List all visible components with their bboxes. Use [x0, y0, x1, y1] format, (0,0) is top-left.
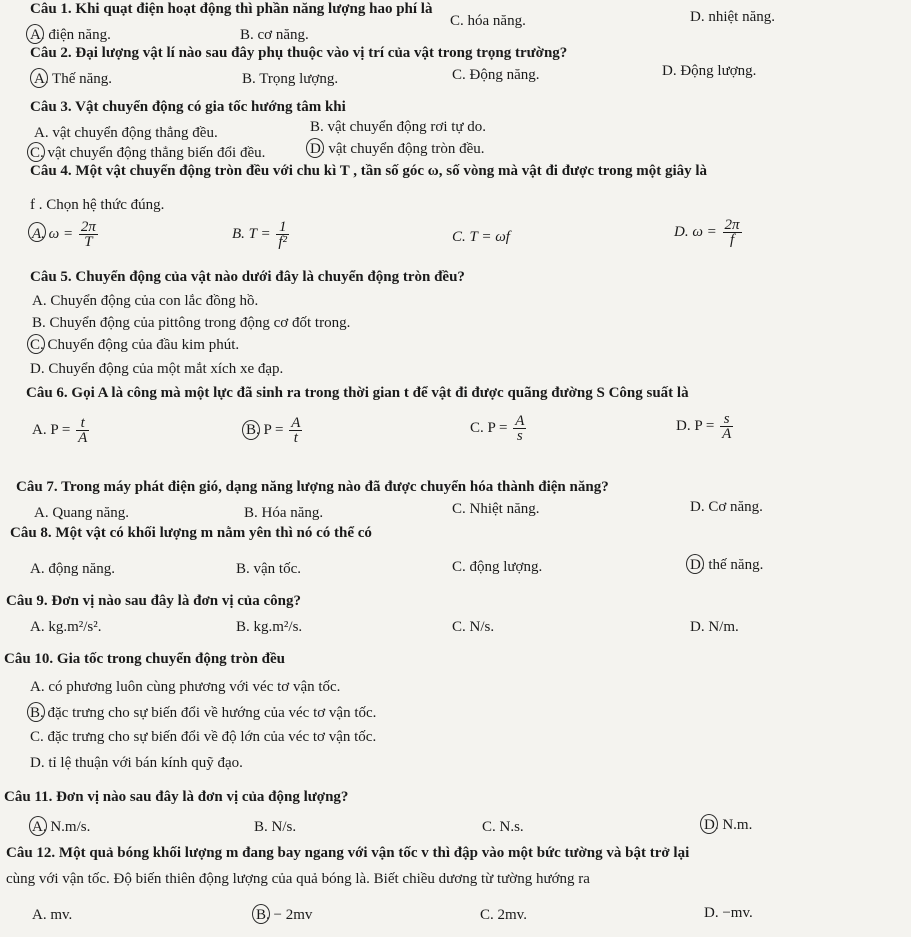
q4-b-fraction: $\frac{1}{\text{f²}}$	[278, 219, 288, 250]
q7-option-b[interactable]: B. Hóa năng.	[244, 505, 324, 521]
question-9: Câu 9. Đơn vị nào sau đây là đơn vị của công?	[6, 593, 302, 609]
q2-option-a[interactable]: A. Thế năng.	[34, 71, 113, 87]
q5-option-c[interactable]: C. Chuyển động của đầu kim phút.	[30, 337, 240, 353]
q11-option-a[interactable]: A. N.m/s.	[32, 819, 91, 835]
q6-b-prefix: B. P =	[246, 421, 284, 438]
q4-option-a[interactable]	[32, 220, 100, 249]
q6-a-fraction: $\frac{t}{A}$	[78, 415, 88, 446]
q5-option-b[interactable]: B. Chuyển động của pittông trong động cơ đốt trong.	[32, 315, 351, 331]
question-4-line-2: f . Chọn hệ thức đúng.	[30, 197, 165, 213]
q4-option-c[interactable]: C. T = ωf	[452, 229, 510, 245]
q4-a-prefix: A. ω =	[32, 225, 74, 242]
q3-option-a[interactable]: A. vật chuyển động thẳng đều.	[34, 125, 218, 141]
q12-option-d[interactable]: D. −mv.	[704, 905, 753, 921]
question-3: Câu 3. Vật chuyển động có gia tốc hướng tâm khi	[30, 99, 346, 115]
q11-option-c[interactable]: C. N.s.	[482, 819, 524, 835]
q8-option-d[interactable]: D. thế năng.	[690, 557, 764, 573]
question-8: Câu 8. Một vật có khối lượng m nằm yên thì nó có thể có	[10, 525, 372, 541]
q10-option-b[interactable]: B. đặc trưng cho sự biến đổi về hướng của véc tơ vận tốc.	[30, 705, 377, 721]
q5-option-a[interactable]: A. Chuyển động của con lắc đồng hồ.	[32, 293, 259, 309]
q1-option-b[interactable]: B. cơ năng.	[240, 27, 309, 43]
question-2: Câu 2. Đại lượng vật lí nào sau đây phụ thuộc vào vị trí của vật trong trọng trường?	[30, 45, 568, 61]
q3-option-c[interactable]: C. vật chuyển động thẳng biến đổi đều.	[30, 145, 266, 161]
q11-option-d[interactable]: D. N.m.	[704, 817, 753, 833]
q6-option-a[interactable]	[32, 416, 91, 445]
q6-c-fraction: $\frac{A}{s}$	[515, 413, 525, 444]
q4-option-b[interactable]	[232, 220, 291, 249]
question-1: Câu 1. Khi quạt điện hoạt động thì phần năng lượng hao phí là	[30, 1, 433, 17]
q4-a-fraction: $\frac{2\pi}{T}$	[80, 219, 96, 250]
q3-option-d[interactable]: D. vật chuyển động tròn đều.	[310, 141, 485, 157]
q4-d-prefix: D. ω =	[674, 223, 717, 240]
q4-option-d[interactable]	[674, 218, 744, 247]
question-6: Câu 6. Gọi A là công mà một lực đã sinh ra trong thời gian t để vật đi được quãng đường S Công suất là	[26, 385, 689, 401]
q6-c-prefix: C. P =	[470, 419, 508, 436]
q2-option-d[interactable]: D. Động lượng.	[662, 63, 757, 79]
question-12-line-1: Câu 12. Một quả bóng khối lượng m đang bay ngang với vận tốc v thì đập vào một bức tường và bật trở lại	[6, 845, 690, 861]
question-5: Câu 5. Chuyển động của vật nào dưới đây là chuyển động tròn đều?	[30, 269, 465, 285]
q7-option-c[interactable]: C. Nhiệt năng.	[452, 501, 540, 517]
q10-option-d[interactable]: D. tỉ lệ thuận với bán kính quỹ đạo.	[30, 755, 243, 771]
question-4-line-1: Câu 4. Một vật chuyển động tròn đều với chu kì T , tần số góc ω, số vòng mà vật đi được trong một giây là	[30, 163, 708, 179]
question-11: Câu 11. Đơn vị nào sau đây là đơn vị của động lượng?	[4, 789, 349, 805]
q8-option-c[interactable]: C. động lượng.	[452, 559, 543, 575]
q6-a-prefix: A. P =	[32, 421, 71, 438]
q8-option-b[interactable]: B. vận tốc.	[236, 561, 301, 577]
q9-option-c[interactable]: C. N/s.	[452, 619, 495, 635]
q2-option-b[interactable]: B. Trọng lượng.	[242, 71, 339, 87]
q2-option-c[interactable]: C. Động năng.	[452, 67, 540, 83]
question-7: Câu 7. Trong máy phát điện gió, dạng năng lượng nào đã được chuyển hóa thành điện năng?	[16, 479, 609, 495]
q10-option-a[interactable]: A. có phương luôn cùng phương với véc tơ vận tốc.	[30, 679, 341, 695]
q3-option-b[interactable]: B. vật chuyển động rơi tự do.	[310, 119, 487, 135]
question-12-line-2: cùng với vận tốc. Độ biến thiên động lượng của quả bóng là. Biết chiều dương từ tường hướng ra	[6, 871, 590, 887]
q9-option-a[interactable]: A. kg.m²/s².	[30, 619, 102, 635]
q5-option-d[interactable]: D. Chuyển động của một mắt xích xe đạp.	[30, 361, 284, 377]
q7-option-d[interactable]: D. Cơ năng.	[690, 499, 763, 515]
q9-option-d[interactable]: D. N/m.	[690, 619, 739, 635]
q9-option-b[interactable]: B. kg.m²/s.	[236, 619, 303, 635]
q4-b-prefix: B. T =	[232, 225, 271, 242]
q7-option-a[interactable]: A. Quang năng.	[34, 505, 129, 521]
q6-option-b[interactable]	[246, 416, 304, 445]
q1-option-c[interactable]: C. hóa năng.	[450, 13, 526, 29]
q12-option-a[interactable]: A. mv.	[32, 907, 73, 923]
q1-option-d[interactable]: D. nhiệt năng.	[690, 9, 775, 25]
q4-d-fraction: $\frac{2\pi}{f}$	[724, 217, 740, 248]
q6-option-c[interactable]	[470, 414, 528, 443]
q12-option-c[interactable]: C. 2mv.	[480, 907, 527, 923]
q12-option-b[interactable]: B. − 2mv	[256, 907, 313, 923]
question-10: Câu 10. Gia tốc trong chuyển động tròn đều	[4, 651, 286, 667]
q6-option-d[interactable]	[676, 412, 735, 441]
q6-d-prefix: D. P =	[676, 417, 715, 434]
q8-option-a[interactable]: A. động năng.	[30, 561, 115, 577]
q11-option-b[interactable]: B. N/s.	[254, 819, 297, 835]
q6-d-fraction: $\frac{s}{A}$	[722, 411, 732, 442]
q1-option-a[interactable]: A. điện năng.	[30, 27, 111, 43]
q10-option-c[interactable]: C. đặc trưng cho sự biến đổi về độ lớn của véc tơ vận tốc.	[30, 729, 377, 745]
q6-b-fraction: $\frac{A}{t}$	[291, 415, 301, 446]
